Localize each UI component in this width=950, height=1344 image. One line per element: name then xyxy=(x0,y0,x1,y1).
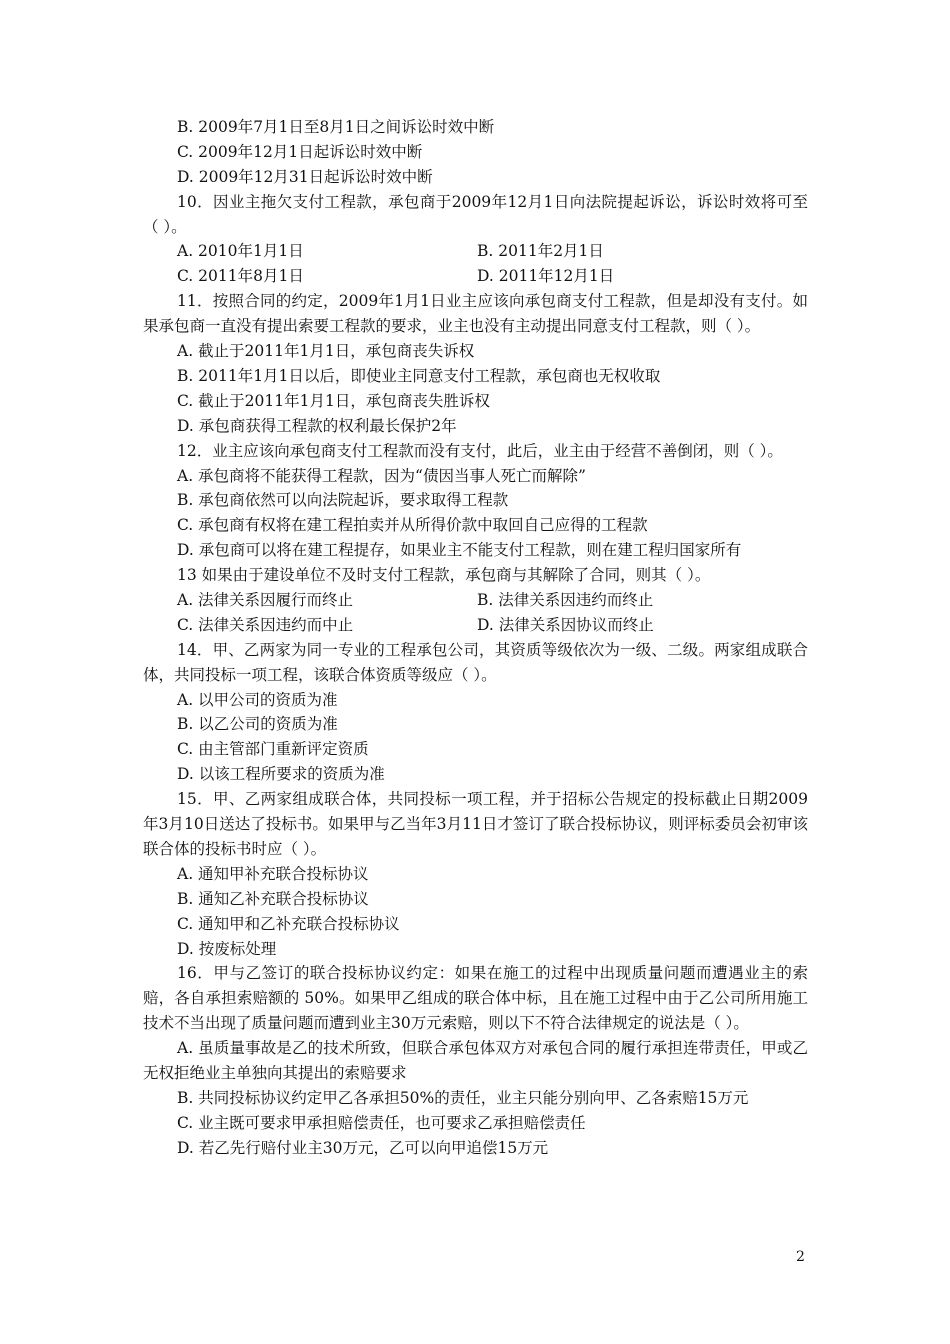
q14-option-c: C. 由主管部门重新评定资质 xyxy=(177,740,369,759)
q14-option-b: B. 以乙公司的资质为准 xyxy=(177,715,338,734)
q10-options-row-2 xyxy=(143,264,808,289)
q12-option-c: C. 承包商有权将在建工程拍卖并从所得价款中取回自己应得的工程款 xyxy=(177,516,648,535)
q15-option-b: B. 通知乙补充联合投标协议 xyxy=(177,889,369,908)
q11-option-a: A. 截止于2011年1月1日，承包商丧失诉权 xyxy=(177,342,475,361)
q11-option-b: B. 2011年1月1日以后，即使业主同意支付工程款，承包商也无权收取 xyxy=(177,366,661,385)
q15-stem: 15．甲、乙两家组成联合体，共同投标一项工程，并于招标公告规定的投标截止日期2009年3月10日送达了投标书。如果甲与乙当年3月11日才签订了联合投标协议，则评标委员会初审该联合体的投标书时应（ ）。 xyxy=(143,790,808,858)
q16-option-d: D. 若乙先行赔付业主30万元，乙可以向甲追偿15万元 xyxy=(177,1138,549,1157)
page-content xyxy=(143,115,808,1161)
q13-option-a: A. 法律关系因履行而终止 xyxy=(177,590,354,609)
q14-stem: 14．甲、乙两家为同一专业的工程承包公司，其资质等级依次为一级、二级。两家组成联合体，共同投标一项工程，该联合体资质等级应（ ）。 xyxy=(143,640,808,684)
q9-option-b: B. 2009年7月1日至8月1日之间诉讼时效中断 xyxy=(177,118,495,136)
q13-option-b: B. 法律关系因违约而终止 xyxy=(477,590,654,609)
q10-option-d: D. 2011年12月1日 xyxy=(477,267,615,286)
q9-option-d: D. 2009年12月31日起诉讼时效中断 xyxy=(177,167,433,186)
q15-option-d: D. 按废标处理 xyxy=(177,939,277,958)
q16-stem: 16．甲与乙签订的联合投标协议约定：如果在施工的过程中出现质量问题而遭遇业主的索赔，各自承担索赔额的 50%。如果甲乙组成的联合体中标，且在施工过程中由于乙公司所用施工技术不当出现了质量问题而遭到业主30万元索赔，则以下不符合法律规定的说法是（ ）。 xyxy=(143,964,808,1033)
q12-option-d: D. 承包商可以将在建工程提存，如果业主不能支付工程款，则在建工程归国家所有 xyxy=(177,541,742,560)
q12-option-a: A. 承包商将不能获得工程款，因为“债因当事人死亡而解除” xyxy=(177,466,586,485)
q13-stem: 13 如果由于建设单位不及时支付工程款，承包商与其解除了合同，则其（ ）。 xyxy=(177,566,711,585)
q10-stem: 10．因业主拖欠支付工程款，承包商于2009年12月1日向法院提起诉讼，诉讼时效将可至（ ）。 xyxy=(143,192,808,236)
q15-option-c: C. 通知甲和乙补充联合投标协议 xyxy=(177,914,400,933)
q11-option-c: C. 截止于2011年1月1日，承包商丧失胜诉权 xyxy=(177,391,490,410)
q10-options-row-1 xyxy=(143,239,808,264)
q11-option-d: D. 承包商获得工程款的权利最长保护2年 xyxy=(177,416,457,435)
q14-option-a: A. 以甲公司的资质为准 xyxy=(177,690,338,709)
q13-options-row-1 xyxy=(143,588,808,613)
q13-option-d: D. 法律关系因协议而终止 xyxy=(477,615,654,634)
q10-option-b: B. 2011年2月1日 xyxy=(477,242,604,261)
q9-option-c: C. 2009年12月1日起诉讼时效中断 xyxy=(177,142,423,161)
q12-stem: 12．业主应该向承包商支付工程款而没有支付，此后，业主由于经营不善倒闭，则（ ）。 xyxy=(177,441,783,460)
q16-option-a: A. 虽质量事故是乙的技术所致，但联合承包体双方对承包合同的履行承担连带责任，甲或乙无权拒绝业主单独向其提出的索赔要求 xyxy=(143,1039,808,1083)
q13-options-row-2 xyxy=(143,613,808,638)
q13-option-c: C. 法律关系因违约而中止 xyxy=(177,615,354,634)
q14-option-d: D. 以该工程所要求的资质为准 xyxy=(177,765,385,784)
q12-option-b: B. 承包商依然可以向法院起诉，要求取得工程款 xyxy=(177,491,509,510)
q10-option-a: A. 2010年1月1日 xyxy=(177,242,304,261)
q16-option-c: C. 业主既可要求甲承担赔偿责任，也可要求乙承担赔偿责任 xyxy=(177,1113,586,1132)
q10-option-c: C. 2011年8月1日 xyxy=(177,267,304,286)
q15-option-a: A. 通知甲补充联合投标协议 xyxy=(177,864,369,883)
page-number: 2 xyxy=(796,1249,805,1265)
q11-stem: 11．按照合同的约定，2009年1月1日业主应该向承包商支付工程款，但是却没有支付。如果承包商一直没有提出索要工程款的要求，业主也没有主动提出同意支付工程款，则（ ）。 xyxy=(143,292,808,336)
q16-option-b: B. 共同投标协议约定甲乙各承担50%的责任，业主只能分别向甲、乙各索赔15万元 xyxy=(177,1088,749,1107)
